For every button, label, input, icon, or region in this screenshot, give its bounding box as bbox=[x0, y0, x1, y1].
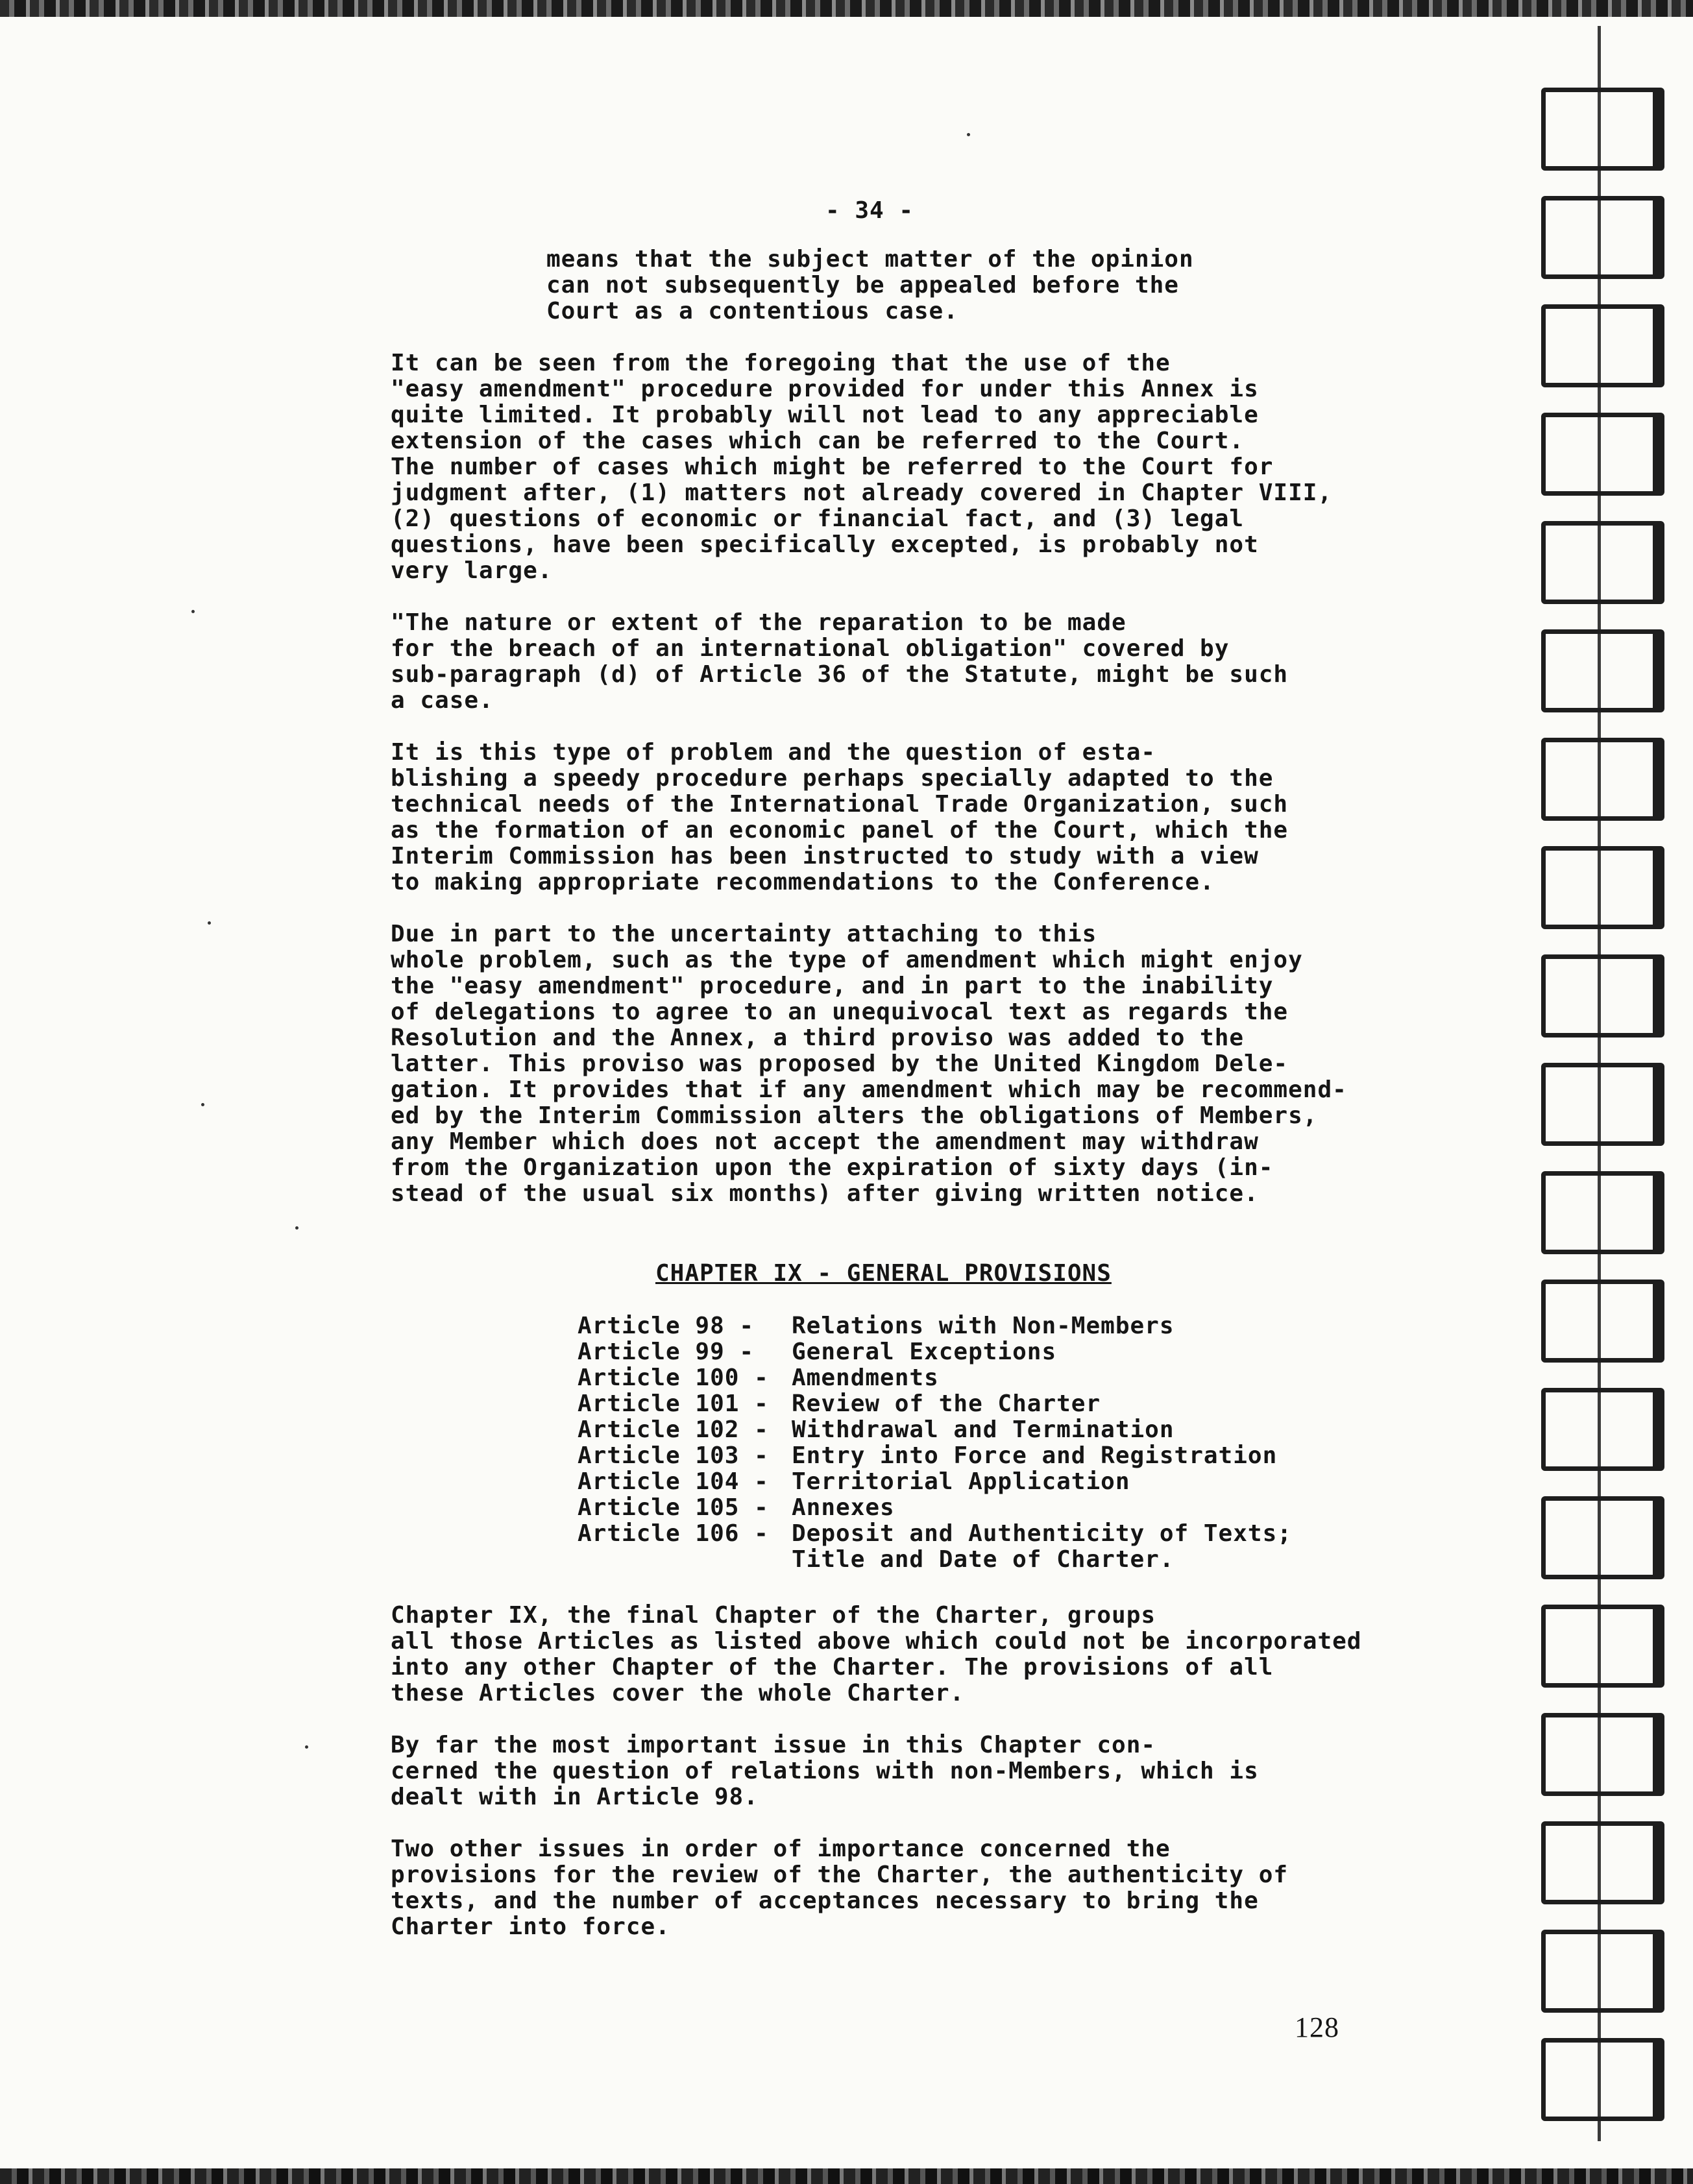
binder-ring bbox=[1541, 413, 1664, 496]
binder-ring bbox=[1541, 738, 1664, 821]
binder-ring bbox=[1541, 304, 1664, 387]
binder-ring bbox=[1541, 1063, 1664, 1146]
article-number: Article 104 - bbox=[578, 1468, 769, 1495]
article-title: Review of the Charter bbox=[792, 1390, 1101, 1417]
binder-ring bbox=[1541, 1496, 1664, 1579]
binder-ring bbox=[1541, 2038, 1664, 2121]
article-title: Withdrawal and Termination bbox=[792, 1416, 1175, 1443]
paragraph-easy-amendment: It can be seen from the foregoing that the use of the "easy amendment" procedure provided for under this Annex is quite limited. It probably will not lead to any appreciable extension of the cases which can be referred to the Court. The number of cases which might be referred to the Court for judgment after, (1) matters not already covered in Chapter VIII, (2) questions of economic or financial fact, and (3) legal questions, have been specifically excepted, is probably not very large. bbox=[391, 350, 1333, 584]
paragraph-continuation: means that the subject matter of the opinion can not subsequently be appealed before the Court as a contentious case. bbox=[546, 246, 1194, 324]
paragraph-speedy-procedure: It is this type of problem and the question of esta- blishing a speedy procedure perhaps specially adapted to the technical needs of the International Trade Organization, such as the formation of an economic panel of the Court, which the Interim Commission has been instructed to study with a view to making appropriate recommendations to the Conference. bbox=[391, 739, 1289, 895]
paragraph-chapter-nine: Chapter IX, the final Chapter of the Charter, groups all those Articles as listed above which could not be incorporated into any other Chapter of the Charter. The provisions of all these Articles cover the whole Charter. bbox=[391, 1602, 1362, 1706]
binder-ring bbox=[1541, 88, 1664, 171]
paragraph-most-important-issue: By far the most important issue in this Chapter con- cerned the question of relations with non-Members, which is dealt with in Article 98. bbox=[391, 1732, 1259, 1810]
scan-edge-bottom bbox=[0, 2168, 1693, 2184]
article-number: Article 103 - bbox=[578, 1442, 769, 1469]
paragraph-third-proviso: Due in part to the uncertainty attaching to this whole problem, such as the type of amendment which might enjoy the "easy amendment" procedure, and in part to the inability of delegations to agree to an unequivocal text as regards the Resolution and the Annex, a third proviso was added to the latter. This proviso was proposed by the United Kingdom Dele- gation. It provides that if any amendment which may be recommend- ed by the Interim Commission alters the obligations of Members, any Member which does not accept the amendment may withdraw from the Organization upon the expiration of sixty days (in- stead of the usual six months) after giving written notice. bbox=[391, 921, 1347, 1207]
article-list bbox=[578, 1313, 1292, 1573]
list-item bbox=[578, 1417, 1292, 1443]
article-title: General Exceptions bbox=[792, 1339, 1057, 1365]
paragraph-two-other-issues: Two other issues in order of importance concerned the provisions for the review of the Charter, the authenticity of texts, and the number of acceptances necessary to bring the Charter into force. bbox=[391, 1836, 1289, 1940]
article-title: Territorial Application bbox=[792, 1468, 1130, 1495]
scan-speck bbox=[201, 1103, 204, 1106]
paragraph-reparation: "The nature or extent of the reparation to be made for the breach of an international obligation" covered by sub-paragraph (d) of Article 36 of the Statute, might be such a case. bbox=[391, 609, 1289, 714]
list-item bbox=[578, 1521, 1292, 1573]
folio-number: 128 bbox=[1295, 2011, 1339, 2043]
list-item bbox=[578, 1339, 1292, 1365]
scan-speck bbox=[305, 1745, 308, 1749]
list-item bbox=[578, 1313, 1292, 1339]
binder-ring bbox=[1541, 1605, 1664, 1688]
list-item bbox=[578, 1443, 1292, 1469]
scan-speck bbox=[967, 133, 970, 136]
scan-speck bbox=[295, 1226, 298, 1230]
article-number: Article 102 - bbox=[578, 1416, 769, 1443]
article-number: Article 98 - bbox=[578, 1313, 755, 1339]
list-item bbox=[578, 1365, 1292, 1391]
article-number: Article 100 - bbox=[578, 1365, 769, 1391]
article-title: Amendments bbox=[792, 1365, 939, 1391]
binder-ring bbox=[1541, 954, 1664, 1037]
article-title: Entry into Force and Registration bbox=[792, 1442, 1278, 1469]
chapter-heading: CHAPTER IX - GENERAL PROVISIONS bbox=[655, 1260, 1112, 1287]
scan-speck bbox=[191, 610, 195, 613]
article-title: Annexes bbox=[792, 1494, 895, 1521]
scan-speck bbox=[208, 921, 211, 925]
article-number: Article 99 - bbox=[578, 1339, 755, 1365]
article-number: Article 101 - bbox=[578, 1390, 769, 1417]
binder-ring bbox=[1541, 1388, 1664, 1471]
binder-ring bbox=[1541, 1713, 1664, 1796]
binder-ring bbox=[1541, 196, 1664, 279]
binder-ring bbox=[1541, 521, 1664, 604]
article-title: Relations with Non-Members bbox=[792, 1313, 1175, 1339]
binder-ring bbox=[1541, 1821, 1664, 1904]
binder-ring bbox=[1541, 629, 1664, 712]
list-item bbox=[578, 1495, 1292, 1521]
article-title: Deposit and Authenticity of Texts; Title and Date of Charter. bbox=[792, 1520, 1292, 1573]
binder-ring bbox=[1541, 846, 1664, 929]
binder-ring bbox=[1541, 1930, 1664, 2013]
page-label: - 34 - bbox=[825, 197, 914, 224]
binder-ring bbox=[1541, 1171, 1664, 1254]
binder-ring bbox=[1541, 1280, 1664, 1363]
article-number: Article 106 - bbox=[578, 1520, 769, 1547]
article-number: Article 105 - bbox=[578, 1494, 769, 1521]
list-item bbox=[578, 1469, 1292, 1495]
list-item bbox=[578, 1391, 1292, 1417]
